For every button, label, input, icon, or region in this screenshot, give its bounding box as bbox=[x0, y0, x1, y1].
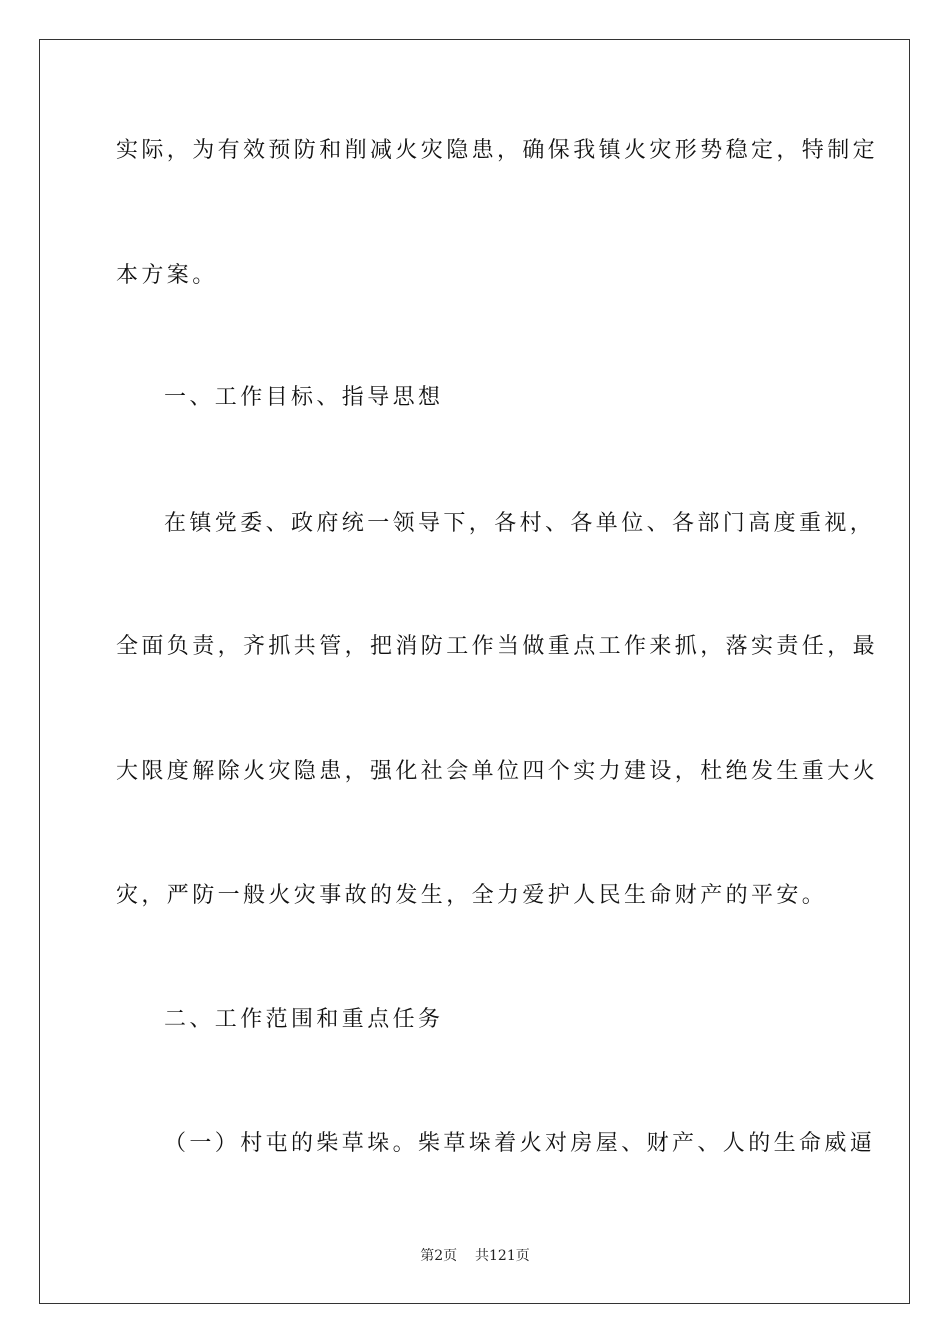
page-footer bbox=[0, 1247, 950, 1265]
total-pages: 共121页 bbox=[475, 1248, 530, 1264]
paragraph-line-3: 在镇党委、政府统一领导下，各村、各单位、各部门高度重视， bbox=[164, 511, 876, 536]
page-border bbox=[39, 39, 910, 1304]
paragraph-line-2: 本方案。 bbox=[116, 263, 218, 288]
paragraph-line-5: 大限度解除火灾隐患，强化社会单位四个实力建设，杜绝发生重大火 bbox=[116, 759, 879, 784]
paragraph-line-1: 实际，为有效预防和削减火灾隐患，确保我镇火灾形势稳定，特制定 bbox=[116, 138, 879, 163]
paragraph-line-4: 全面负责，齐抓共管，把消防工作当做重点工作来抓，落实责任，最 bbox=[116, 634, 879, 659]
page-number: 第2页 bbox=[420, 1248, 458, 1264]
section-heading-1: 一、工作目标、指导思想 bbox=[164, 385, 444, 410]
paragraph-line-7: （一）村屯的柴草垛。柴草垛着火对房屋、财产、人的生命威逼 bbox=[164, 1131, 876, 1156]
paragraph-line-6: 灾，严防一般火灾事故的发生，全力爱护人民生命财产的平安。 bbox=[116, 883, 828, 908]
section-heading-2: 二、工作范围和重点任务 bbox=[164, 1007, 444, 1032]
